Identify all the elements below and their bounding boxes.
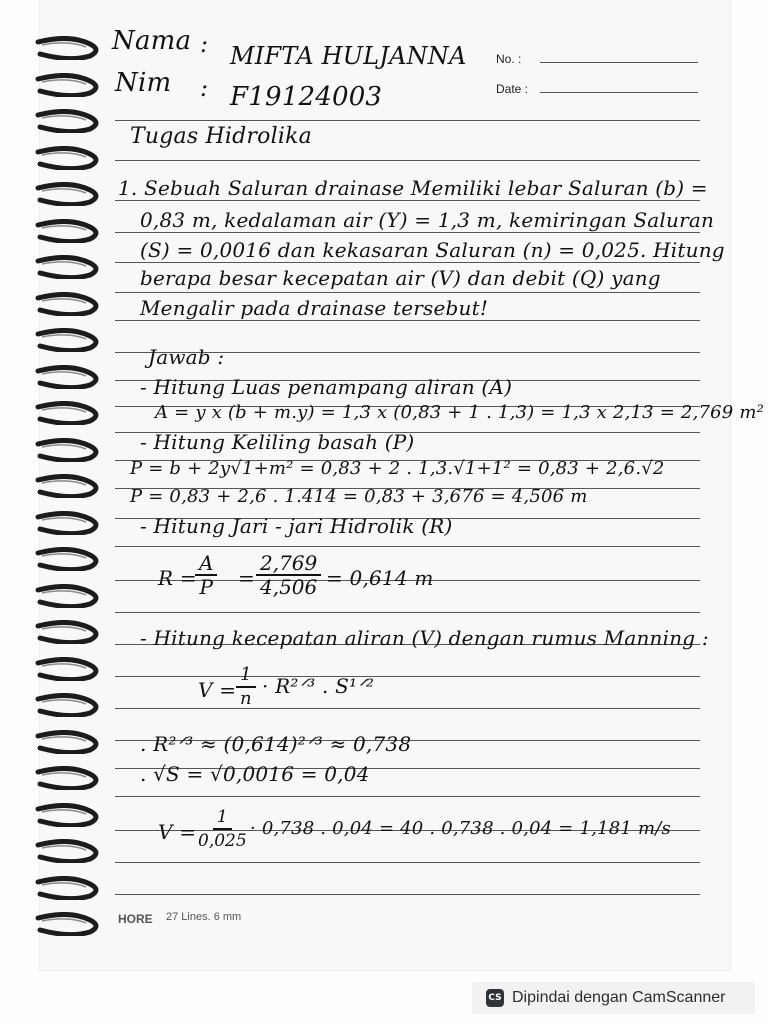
- radius-fraction-values: [256, 552, 321, 598]
- manning-fraction-numerator: 1: [236, 664, 255, 688]
- question-line-4: berapa besar kecepatan air (V) dan debit (Q) yang: [140, 266, 661, 290]
- spiral-ring: [30, 255, 100, 279]
- nim-label: Nim: [115, 68, 172, 98]
- spiral-ring: [30, 620, 100, 644]
- paper-lines-info: 27 Lines. 6 mm: [166, 911, 242, 923]
- no-underline: [540, 62, 698, 63]
- manning-fraction: [236, 664, 256, 710]
- nama-label: Nama: [112, 26, 192, 56]
- nama-value: MIFTA HULJANNA: [230, 42, 467, 70]
- step-4: - Hitung kecepatan aliran (V) dengan rumus Manning :: [140, 626, 709, 650]
- ruled-line: [115, 160, 700, 161]
- spiral-ring: [30, 219, 100, 243]
- spiral-ring: [30, 876, 100, 900]
- spiral-ring: [30, 511, 100, 535]
- radius-equals: =: [238, 566, 255, 590]
- date-underline: [540, 92, 698, 93]
- ruled-line: [115, 612, 700, 613]
- equation-area: A = y x (b + m.y) = 1,3 x (0,83 + 1 . 1,3) = 1,3 x 2,13 = 2,769 m²: [155, 402, 765, 423]
- spiral-ring: [30, 730, 100, 754]
- velocity-fraction: [194, 806, 251, 852]
- step-2: - Hitung Keliling basah (P): [140, 430, 415, 454]
- spiral-ring: [30, 657, 100, 681]
- question-line-5: Mengalir pada drainase tersebut!: [140, 296, 489, 320]
- ruled-line: [115, 546, 700, 547]
- radius-fraction-denominator: P: [199, 575, 213, 599]
- ruled-line: [115, 708, 700, 709]
- radius-values-numerator: 2,769: [256, 552, 321, 576]
- radius-values-denominator: 4,506: [260, 575, 318, 599]
- nim-colon: :: [200, 74, 209, 102]
- manning-lhs: V =: [198, 678, 237, 702]
- jawab-label: Jawab :: [148, 345, 225, 369]
- equation-perimeter-1: P = b + 2y√1+m² = 0,83 + 2 . 1,3.√1+1² = 0,83 + 2,6.√2: [130, 458, 665, 479]
- ruled-line: [115, 262, 700, 263]
- ruled-line: [115, 120, 700, 121]
- ruled-line: [115, 200, 700, 201]
- equation-perimeter-2: P = 0,83 + 2,6 . 1.414 = 0,83 + 3,676 = 4,506 m: [130, 486, 588, 507]
- spiral-ring: [30, 328, 100, 352]
- velocity-fraction-numerator: 1: [213, 806, 232, 830]
- equation-r-two-thirds: . R²ᐟ³ ≈ (0,614)²ᐟ³ ≈ 0,738: [140, 732, 412, 756]
- spiral-ring: [30, 73, 100, 97]
- equation-sqrt-s: . √S = √0,0016 = 0,04: [140, 762, 370, 786]
- spiral-ring: [30, 146, 100, 170]
- velocity-lhs: V =: [158, 820, 197, 844]
- ruled-line: [115, 796, 700, 797]
- spiral-ring: [30, 803, 100, 827]
- manning-fraction-denominator: n: [240, 688, 252, 709]
- camscanner-logo-icon: CS: [486, 989, 504, 1007]
- date-label: Date :: [496, 82, 529, 96]
- paper-brand: HORE: [118, 912, 153, 926]
- spiral-ring: [30, 292, 100, 316]
- spiral-ring: [30, 36, 100, 60]
- spiral-ring: [30, 438, 100, 462]
- spiral-ring: [30, 839, 100, 863]
- no-label: No. :: [496, 52, 522, 66]
- spiral-ring: [30, 401, 100, 425]
- velocity-result: · 0,738 . 0,04 = 40 . 0,738 . 0,04 = 1,181 m/s: [250, 818, 671, 839]
- ruled-line: [115, 894, 700, 895]
- question-line-1: 1. Sebuah Saluran drainase Memiliki lebar Saluran (b) =: [118, 176, 708, 200]
- radius-result: = 0,614 m: [326, 566, 434, 590]
- spiral-ring: [30, 474, 100, 498]
- page-title: Tugas Hidrolika: [130, 124, 312, 149]
- spiral-ring: [30, 766, 100, 790]
- velocity-fraction-denominator: 0,025: [198, 831, 247, 851]
- ruled-line: [115, 676, 700, 677]
- nim-value: F19124003: [230, 82, 383, 112]
- spiral-ring: [30, 584, 100, 608]
- spiral-ring: [30, 365, 100, 389]
- radius-lhs: R =: [158, 566, 197, 590]
- spiral-ring: [30, 912, 100, 936]
- step-3: - Hitung Jari - jari Hidrolik (R): [140, 514, 453, 538]
- ruled-line: [115, 232, 700, 233]
- camscanner-text: Dipindai dengan CamScanner: [512, 989, 726, 1006]
- step-1: - Hitung Luas penampang aliran (A): [140, 375, 513, 399]
- spiral-ring: [30, 182, 100, 206]
- ruled-line: [115, 292, 700, 293]
- spiral-ring: [30, 693, 100, 717]
- question-line-2: 0,83 m, kedalaman air (Y) = 1,3 m, kemiringan Saluran: [140, 208, 715, 232]
- spiral-ring: [30, 109, 100, 133]
- radius-fraction-ap: [195, 552, 217, 598]
- camscanner-watermark: [472, 982, 755, 1014]
- question-line-3: (S) = 0,0016 dan kekasaran Saluran (n) = 0,025. Hitung: [140, 238, 725, 262]
- spiral-ring: [30, 547, 100, 571]
- ruled-line: [115, 862, 700, 863]
- nama-colon: :: [200, 30, 209, 58]
- radius-fraction-numerator: A: [195, 552, 217, 576]
- manning-rest: · R²ᐟ³ . S¹ᐟ²: [262, 674, 375, 698]
- ruled-line: [115, 320, 700, 321]
